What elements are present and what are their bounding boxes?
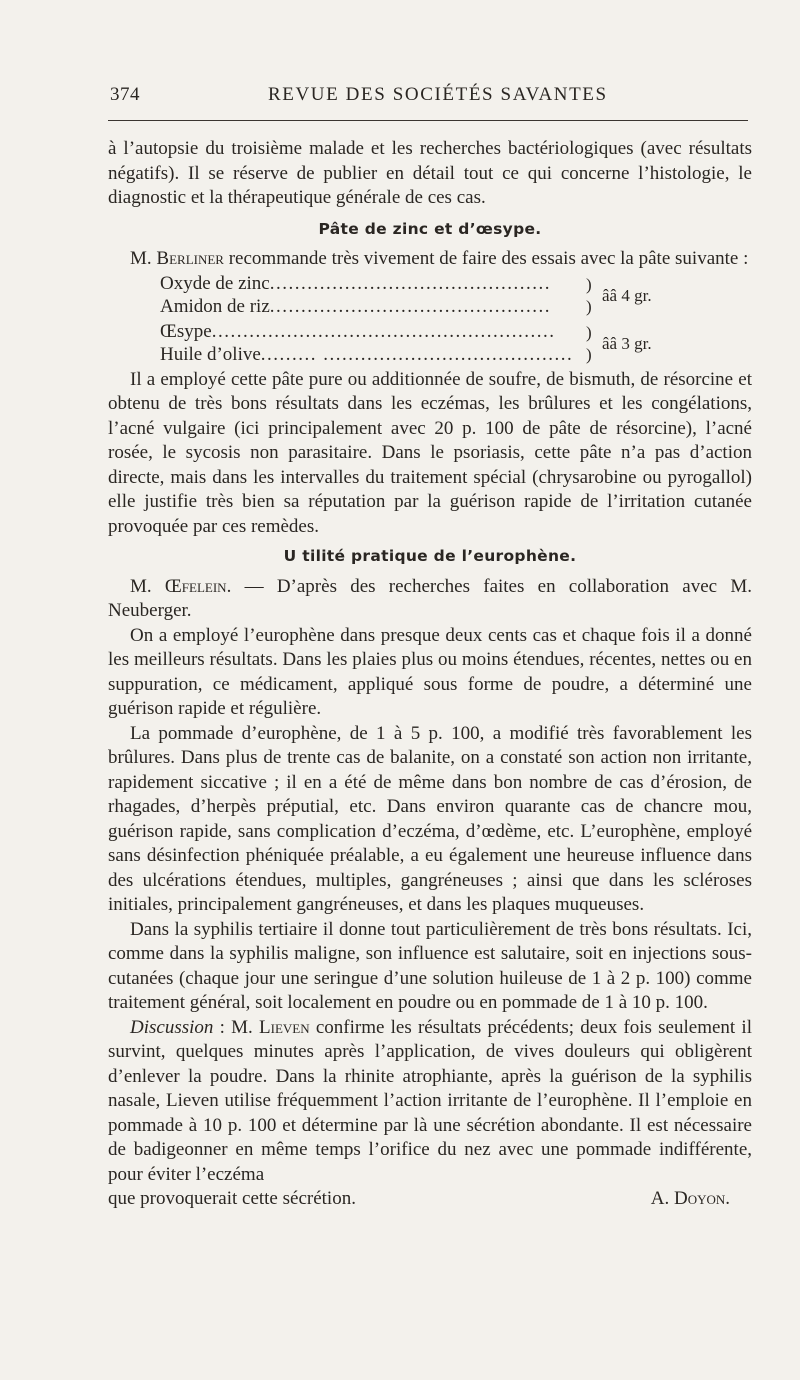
leader-dots: ............................................. (269, 295, 552, 317)
discussion-text: confirme les résultats précédents; deux fois seulement il survint, quelques minutes après l’application, de vives douleurs qui obligèrent d’enlever la poudre. Dans la rhinite atrophiante, après la guérison de la syphilis nasale, Lieven utilise fréquemment l’action irritante de l’europhène. Il l’emploie en pommade à 10 p. 100 et détermine par là une sécrétion abondante. Il est nécessaire de badigeonner en même temps l’orifice du nez avec une pommade indifférente, pour éviter l’eczéma (108, 1016, 752, 1185)
recipe-ingredient: Huile d’olive (160, 343, 261, 365)
paragraph-discussion (108, 1016, 752, 1188)
recipe-ingredient: Œsype (160, 320, 212, 342)
header-rule (108, 120, 748, 121)
paragraph-europhene-3: Dans la syphilis tertiaire il donne tout particulièrement de très bons résultats. Ici, comme dans la syphilis maligne, son influence est salutaire, soit en injections sous-cutanées (chaque jour une seringue d’une solution huileuse de 1 à 2 p. 100) comme traitement général, soit localement en poudre ou en pommade de 1 à 10 p. 100. (108, 918, 752, 1013)
author-name: Berliner (156, 248, 224, 269)
section-heading-europhene: U tilité pratique de l’europhène. (283, 547, 577, 565)
running-header (108, 84, 754, 110)
paragraph-continuation: à l’autopsie du troisième malade et les recherches bactériologiques (avec résultats négatifs). Il se réserve de publier en détail tout ce qui concerne l’histologie, le diagnostic et la thérapeutique générale de ces cas. (108, 138, 752, 208)
closing-line (108, 1187, 752, 1212)
discussion-label: Discussion (130, 1016, 214, 1038)
brace-glyph: ) ) (586, 322, 592, 364)
recipe-item (160, 320, 580, 344)
recipe-item (160, 272, 580, 296)
page-body (108, 137, 752, 1212)
paragraph-europhene-1: On a employé l’europhène dans presque deux cents cas et chaque fois il a donné les meilleurs résultats. Dans les plaies plus ou moins étendues, récentes, nettes ou en suppuration, ce médicament, appliqué sous forme de poudre, a déterminé une guérison rapide et régulière. (108, 624, 752, 719)
closing-text: que provoquerait cette sécrétion. (108, 1188, 356, 1209)
recipe-ingredient: Amidon de riz (160, 295, 270, 317)
discussion-sep: : M. (213, 1016, 260, 1038)
recipe-list (108, 272, 752, 368)
leader-dots: ......... ........................................ (260, 343, 574, 365)
paragraph-berliner-intro (108, 247, 752, 272)
discussion-name: Lieven (259, 1016, 310, 1038)
leader-dots: ....................................................... (211, 320, 556, 342)
paragraph-oefelein-intro (108, 575, 752, 624)
brace-glyph: ) ) (586, 274, 592, 316)
paragraph-berliner-body: Il a employé cette pâte pure ou additionnée de soufre, de bismuth, de résorcine et obtenu de très bons résultats dans les eczémas, les brûlures et les congélations, l’acné vulgaire (ici principalement avec 20 p. 100 de pâte de résorcine), l’acné rosée, le sycosis non parasitaire. Dans le psoriasis, cette pâte n’a pas d’action directe, mais dans les intervalles du traitement spécial (chrysarobine ou pyrogallol) elle justifie très bien sa réputation par la guérison rapide de l’irritation cutanée provoquée par ces remèdes. (108, 368, 752, 537)
leader-dots: ............................................. (269, 272, 551, 294)
section-heading-zinc: Pâte de zinc et d’œsype. (318, 219, 542, 238)
intro-text: . — D’après des recherches faites en collaboration avec M. Neuberger. (108, 575, 752, 621)
page-number: 374 (110, 84, 140, 105)
author-name: Œfelein (164, 575, 227, 597)
recipe-dose: ââ 3 gr. (602, 333, 652, 353)
paragraph-europhene-2: La pommade d’europhène, de 1 à 5 p. 100, a modifié très favorablement les brûlures. Dans plus de trente cas de balanite, on a constaté son action non irritante, rapidement siccative ; il en a été de même dans bon nombre de cas d’érosion, de rhagades, d’herpès préputial, etc. Dans environ quarante cas de chancre mou, guérison rapide, sans complication d’eczéma, d’œdème, etc. L’europhène, employé sans désinfection phéniquée préalable, a eu également une heureuse influence dans des ulcérations étendues, multiples, gangréneuses ; ainsi que dans les scléroses initiales, principalement gangréneuses, et dans les plaques muqueuses. (108, 722, 752, 915)
author-prefix: M. (130, 248, 157, 269)
intro-text: recommande très vivement de faire des essais avec la pâte suivante : (223, 248, 749, 269)
running-title: REVUE DES SOCIÉTÉS SAVANTES (268, 84, 608, 105)
author-prefix: M. (130, 575, 165, 597)
recipe-ingredient: Oxyde de zinc (160, 272, 270, 294)
recipe-item (160, 295, 580, 319)
recipe-dose: ââ 4 gr. (602, 285, 652, 305)
recipe-item (160, 343, 580, 367)
signature: A. Doyon. (650, 1188, 730, 1209)
